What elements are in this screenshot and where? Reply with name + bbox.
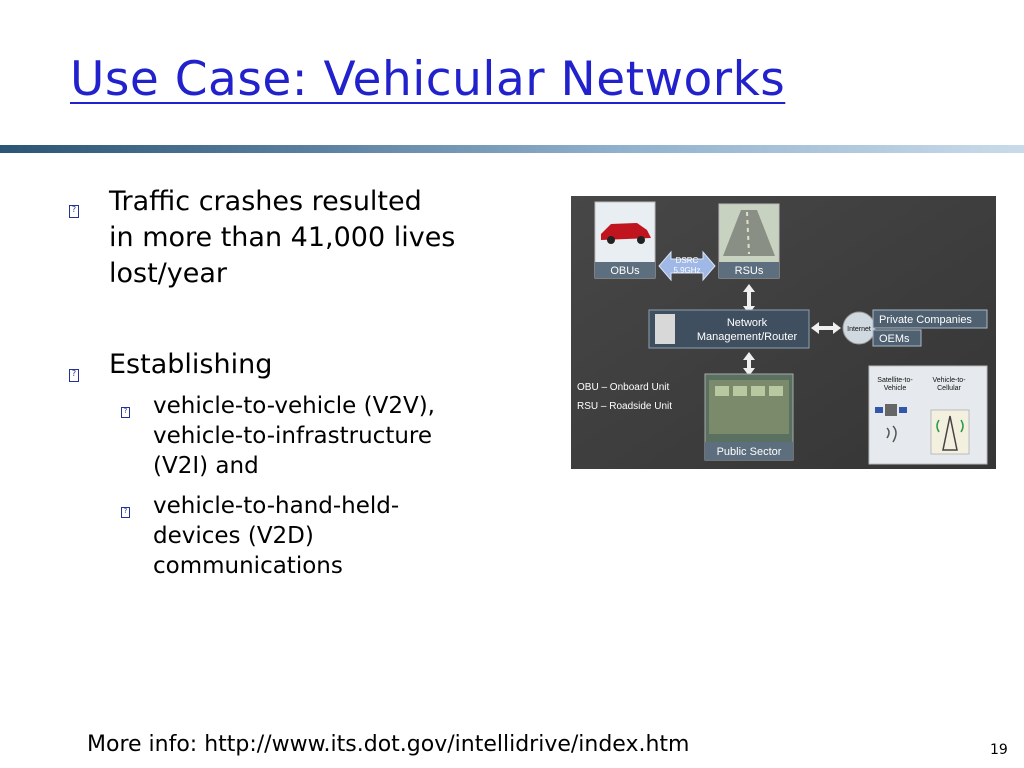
bullet-line: Traffic crashes resulted bbox=[109, 186, 422, 217]
wheel-icon bbox=[607, 236, 615, 244]
satellite-cellular-panel bbox=[869, 366, 987, 464]
cellular-label-line1: Vehicle-to- bbox=[932, 377, 966, 384]
bullet-marker: ? bbox=[69, 369, 79, 382]
rsus-label: RSUs bbox=[734, 265, 764, 277]
bullet-text bbox=[109, 184, 455, 292]
sub-bullet-line: devices (V2D) bbox=[153, 523, 314, 549]
cellular-label-line2: Cellular bbox=[937, 385, 961, 392]
sub-bullet-text bbox=[153, 391, 435, 481]
slide-title: Use Case: Vehicular Networks bbox=[70, 52, 786, 107]
sub-bullet-line: (V2I) and bbox=[153, 453, 259, 479]
oems-label: OEMs bbox=[879, 333, 910, 345]
sub-bullet-line: communications bbox=[153, 553, 343, 579]
sub-bullet-line: vehicle-to-infrastructure bbox=[153, 423, 433, 449]
bullet-line: lost/year bbox=[109, 258, 228, 289]
sub-bullet-marker: ? bbox=[121, 507, 130, 518]
legend-rsu: RSU – Roadside Unit bbox=[577, 401, 673, 412]
dsrc-label: DSRC bbox=[675, 256, 699, 265]
obus-box bbox=[595, 202, 655, 278]
router-label-line2: Management/Router bbox=[696, 331, 798, 343]
wheel-icon bbox=[637, 236, 645, 244]
bullet-marker: ? bbox=[69, 205, 79, 218]
legend-obu: OBU – Onboard Unit bbox=[577, 382, 670, 393]
satellite-label-line1: Satellite-to- bbox=[877, 377, 913, 384]
title-divider-bar bbox=[0, 145, 1024, 153]
router-label-line1: Network bbox=[726, 317, 768, 329]
sub-bullet-line: vehicle-to-hand-held- bbox=[153, 493, 400, 519]
private-companies-label: Private Companies bbox=[879, 314, 972, 326]
sub-bullet-line: vehicle-to-vehicle (V2V), bbox=[153, 393, 435, 419]
router-box bbox=[649, 310, 809, 348]
sub-bullet-text bbox=[153, 491, 399, 581]
public-sector-box bbox=[705, 374, 793, 460]
rsus-box bbox=[719, 204, 779, 278]
sub-bullet-marker: ? bbox=[121, 407, 130, 418]
page-number: 19 bbox=[990, 742, 1008, 758]
footer-link-text: More info: http://www.its.dot.gov/intellidrive/index.htm bbox=[87, 732, 690, 757]
satellite-label-line2: Vehicle bbox=[883, 385, 907, 392]
frequency-label: 5.9GHz bbox=[673, 266, 701, 275]
bullet-line: in more than 41,000 lives bbox=[109, 222, 456, 253]
obus-label: OBUs bbox=[610, 265, 640, 277]
bullet-text bbox=[109, 347, 272, 383]
public-sector-label: Public Sector bbox=[716, 446, 782, 458]
internet-label: Internet bbox=[847, 326, 871, 333]
cell-tower-icon bbox=[931, 410, 969, 454]
vehicular-network-diagram bbox=[571, 196, 996, 469]
bullet-line: Establishing bbox=[109, 349, 273, 380]
